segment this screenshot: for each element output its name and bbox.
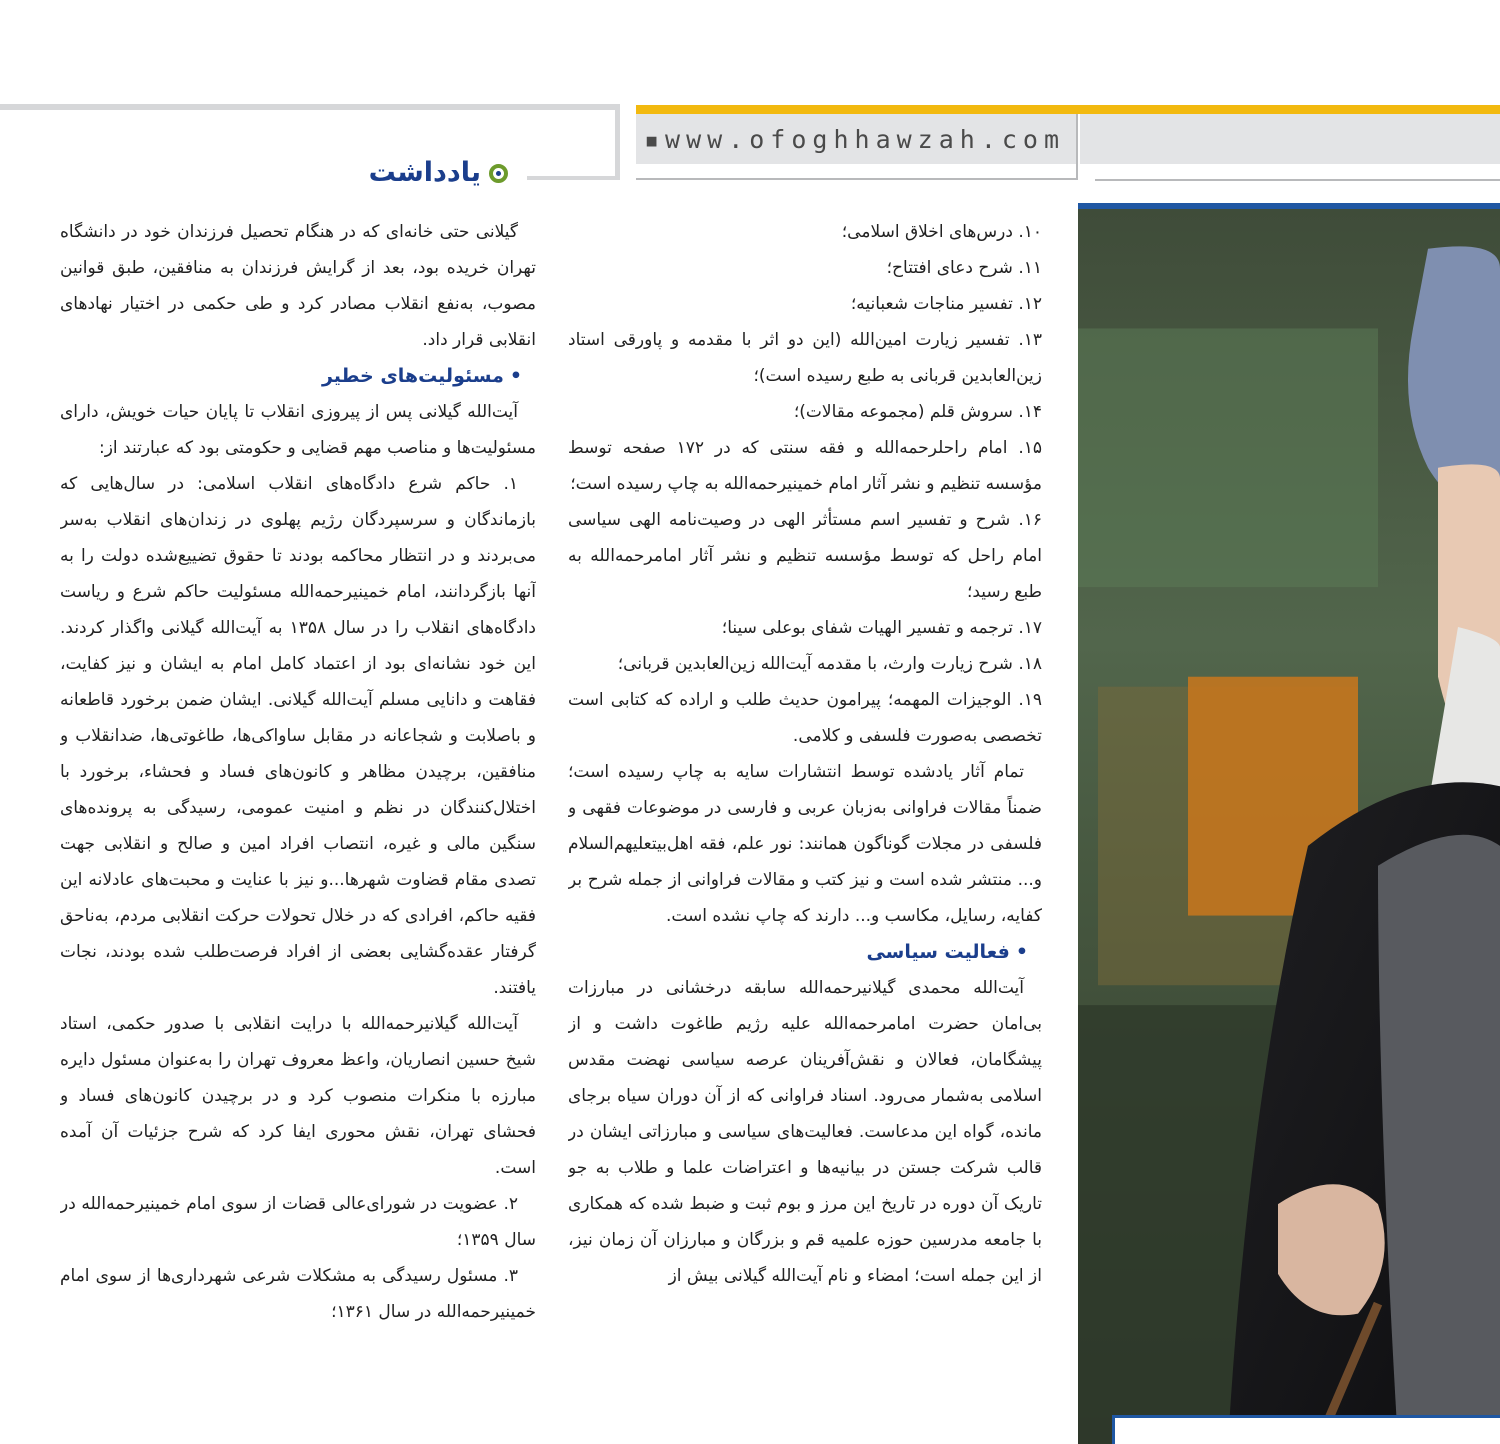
subheading: • فعالیت سیاسی	[568, 934, 1042, 970]
list-item: ۱۱. شرح دعای افتتاح؛	[886, 258, 1042, 278]
list-item: ۱۴. سروش قلم (مجموعه مقالات)؛	[793, 402, 1042, 422]
header-thin-line	[1095, 179, 1500, 181]
section-title-text: یادداشت	[368, 157, 481, 188]
subheading: • مسئولیت‌های خطیر	[60, 358, 536, 394]
portrait-photo-icon	[1078, 203, 1500, 1444]
list-item: ۱۹. الوجیزات المهمه؛ پیرامون حدیث طلب و اراده که کتابی است تخصصی به‌صورت فلسفی و کلامی.	[568, 690, 1042, 746]
paragraph: آیت‌الله گیلانیرحمه‌الله با درایت انقلابی با صدور حکمی، استاد شیخ حسین انصاریان، واعظ معروف تهران را به‌عنوان مسئول دایره مبارزه با منکرات منصوب کرد و در برچیدن کانون‌های فساد و فحشای تهران، نقش محوری ایفا کرد که شرح جزئیات آن آمده است.	[60, 1014, 536, 1178]
header-rule-left	[0, 104, 620, 110]
header-frame	[636, 164, 1078, 180]
header-rule-divider	[615, 104, 620, 180]
portrait-photo-svg	[1078, 209, 1500, 1444]
header-gray-band	[1080, 114, 1500, 164]
paragraph: ۱. حاکم شرع دادگاه‌های انقلاب اسلامی: در سال‌هایی که بازماندگان و سرسپردگان رژیم پهلوی در زندان‌های انقلاب به‌سر می‌بردند و در انتظار محاکمه بودند تا حقوق تضییع‌شده دولت را به آنها بازگردانند، امام خمینیرحمه‌الله مسئولیت حاکم شرع و ریاست دادگاه‌های انقلاب را در سال ۱۳۵۸ به آیت‌الله گیلانی واگذار کردند. این خود نشانه‌ای بود از اعتماد کامل امام به ایشان و نیز کفایت، فقاهت و دانایی مسلم آیت‌الله گیلانی. ایشان ضمن برخورد قاطعانه و باصلابت و شجاعانه در مقابل ساواکی‌ها، طاغوتی‌ها، ضدانقلاب و منافقین، برچیدن مظاهر و کانون‌های فساد و فحشاء، برخورد با اختلال‌کنندگان در نظم و امنیت عمومی، رسیدگی به پرونده‌های سنگین مالی و غیره، انتصاب افراد امین و صالح و انقلابی جهت تصدی مقام قضاوت شهرها...و نیز با عنایت و محبت‌های عادلانه این فقیه حاکم، افرادی که در خلال تحولات حرکت انقلابی مردم، به‌ناحق گرفتار عقده‌گشایی بعضی از افراد فرصت‌طلب شده بودند، نجات یافتند.	[60, 474, 536, 998]
list-item: ۱۷. ترجمه و تفسیر الهیات شفای بوعلی سینا؛	[721, 618, 1042, 638]
bullet-dot-icon	[489, 164, 508, 183]
paragraph: ۲. عضویت در شورای‌عالی قضات از سوی امام خمینیرحمه‌الله در سال ۱۳۵۹؛	[60, 1194, 536, 1250]
paragraph: تمام آثار یادشده توسط انتشارات سایه به چاپ رسیده است؛ ضمناً مقالات فراوانی به‌زبان عربی و فارسی در موضوعات فقهی و فلسفی در مجلات گوناگون همانند: نور علم، فقه اهل‌بیتعلیهم‌السلام و... منتشر شده است و نیز کتب و مقالات فراوانی از جمله شرح بر کفایه، رسایل، مکاسب و... دارند که چاپ نشده است.	[568, 762, 1042, 926]
list-item: ۱۰. درس‌های اخلاق اسلامی؛	[841, 222, 1042, 242]
website-url[interactable]: ▪www.ofoghhawzah.com	[644, 125, 1066, 154]
list-item: ۱۳. تفسیر زیارت امین‌الله (این دو اثر با مقدمه و پاورقی استاد زین‌العابدین قربانی به طبع رسیده است)؛	[568, 330, 1042, 386]
list-item: ۱۸. شرح زیارت وارث، با مقدمه آیت‌الله زین‌العابدین قربانی؛	[617, 654, 1042, 674]
section-title	[330, 150, 508, 196]
paragraph: ۳. مسئول رسیدگی به مشکلات شرعی شهرداری‌ها از سوی امام خمینیرحمه‌الله در سال ۱۳۶۱؛	[60, 1266, 536, 1322]
left-column	[60, 214, 536, 1444]
paragraph: گیلانی حتی خانه‌ای که در هنگام تحصیل فرزندان خود در دانشگاه تهران خریده بود، بعد از گرایش فرزندان به منافقین، طبق قوانین مصوب، به‌نفع انقلاب مصادر کرد و طی حکمی در اختیار نهادهای انقلابی قرار داد.	[60, 222, 536, 350]
list-item: ۱۵. امام راحلرحمه‌الله و فقه سنتی که در ۱۷۲ صفحه توسط مؤسسه تنظیم و نشر آثار امام خمینیرحمه‌الله به چاپ رسیده است؛	[568, 438, 1042, 494]
header-accent-bar	[636, 105, 1500, 114]
header-rule-step	[527, 176, 620, 180]
paragraph: آیت‌الله گیلانی پس از پیروزی انقلاب تا پایان حیات خویش، دارای مسئولیت‌ها و مناصب مهم قضایی و حکومتی بود که عبارتند از:	[60, 402, 536, 458]
paragraph: آیت‌الله محمدی گیلانیرحمه‌الله سابقه درخشانی در مبارزات بی‌امان حضرت امامرحمه‌الله علیه رژیم طاغوت داشت و از پیشگامان، فعالان و نقش‌آفرینان عرصه سیاسی نهضت مقدس اسلامی به‌شمار می‌رود. اسناد فراوانی که از آن دوران سیاه برجای مانده، گواه این مدعاست. فعالیت‌های سیاسی و مبارزاتی ایشان در قالب شرکت جستن در بیانیه‌ها و اعتراضات علما و طلاب به جو تاریک آن دوره در تاریخ این مرز و بوم ثبت و ضبط شده که همکاری با جامعه مدرسین حوزه علمیه قم و بزرگان و مبارزان آن زمان نیز، از این جمله است؛ امضاء و نام آیت‌الله گیلانی بیش از	[568, 978, 1042, 1286]
middle-column	[568, 214, 1042, 1444]
photo-frame-corner	[1112, 1415, 1500, 1444]
list-item: ۱۲. تفسیر مناجات شعبانیه؛	[850, 294, 1042, 314]
list-item: ۱۶. شرح و تفسیر اسم مستأثر الهی در وصیت‌نامه الهی سیاسی امام راحل که توسط مؤسسه تنظیم و نشر آثار امامرحمه‌الله به طبع رسید؛	[568, 510, 1042, 602]
